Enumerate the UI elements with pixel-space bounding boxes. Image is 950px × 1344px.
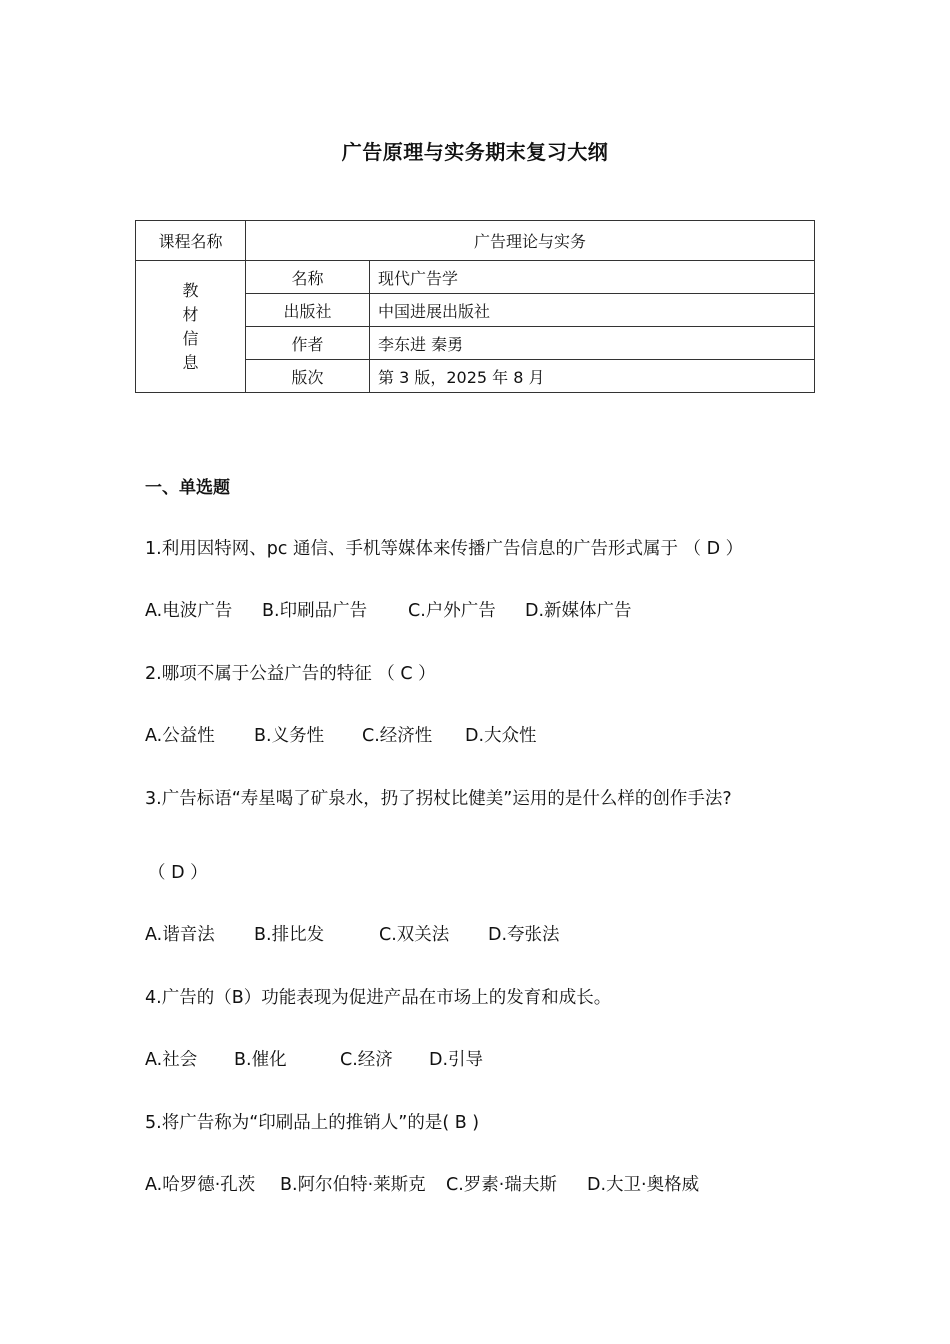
question-2: 2.哪项不属于公益广告的特征 （ C ） (145, 664, 436, 684)
option: D.夸张法 (488, 925, 560, 945)
option: B.义务性 (254, 726, 325, 746)
question-3-options (145, 921, 560, 946)
course-name-label: 课程名称 (136, 221, 246, 261)
option: C.经济 (340, 1050, 393, 1070)
option: A.哈罗德·孔茨 (145, 1175, 256, 1195)
question-3-answer: （ D ） (148, 863, 208, 883)
course-name-value: 广告理论与实务 (246, 221, 815, 261)
option: B.印刷品广告 (262, 601, 368, 621)
option: B.催化 (234, 1050, 287, 1070)
textbook-info-label-char: 教 (182, 280, 199, 300)
option: D.新媒体广告 (525, 601, 632, 621)
question-1-options (145, 597, 632, 622)
option: C.户外广告 (408, 601, 496, 621)
option: B.阿尔伯特·莱斯克 (280, 1175, 426, 1195)
page-title: 广告原理与实务期末复习大纲 (341, 140, 609, 164)
row-label-author: 作者 (246, 327, 370, 360)
textbook-info-label-char: 材 (182, 304, 199, 324)
option: A.谐音法 (145, 925, 215, 945)
option: A.社会 (145, 1050, 198, 1070)
question-4: 4.广告的（B）功能表现为促进产品在市场上的发育和成长。 (145, 988, 612, 1008)
question-4-options (145, 1046, 483, 1071)
option: A.电波广告 (145, 601, 233, 621)
question-5-options (145, 1171, 699, 1196)
textbook-info-label-char: 信 (182, 328, 199, 348)
option: C.经济性 (362, 726, 433, 746)
option: C.罗素·瑞夫斯 (446, 1175, 557, 1195)
question-5: 5.将广告称为“印刷品上的推销人”的是( B ) (145, 1113, 480, 1133)
table-row (136, 261, 815, 294)
row-value-publisher: 中国进展出版社 (370, 294, 815, 327)
row-value-name: 现代广告学 (370, 261, 815, 294)
option: A.公益性 (145, 726, 215, 746)
row-label-name: 名称 (246, 261, 370, 294)
option: C.双关法 (379, 925, 450, 945)
question-1: 1.利用因特网、pc 通信、手机等媒体来传播广告信息的广告形式属于 （ D ） (145, 539, 744, 559)
question-2-options (145, 722, 537, 747)
table-row (136, 221, 815, 261)
question-3: 3.广告标语“寿星喝了矿泉水，扔了拐杖比健美”运用的是什么样的创作手法? (145, 789, 732, 809)
option: B.排比发 (254, 925, 325, 945)
option: D.大卫·奥格威 (587, 1175, 700, 1195)
option: D.引导 (429, 1050, 484, 1070)
row-label-publisher: 出版社 (246, 294, 370, 327)
textbook-info-label (136, 261, 246, 393)
option: D.大众性 (465, 726, 537, 746)
section-heading: 一、单选题 (145, 478, 230, 498)
row-value-edition: 第 3 版，2025 年 8 月 (370, 360, 815, 393)
row-value-author: 李东进 秦勇 (370, 327, 815, 360)
row-label-edition: 版次 (246, 360, 370, 393)
textbook-info-table (135, 220, 815, 393)
textbook-info-label-char: 息 (182, 352, 199, 372)
